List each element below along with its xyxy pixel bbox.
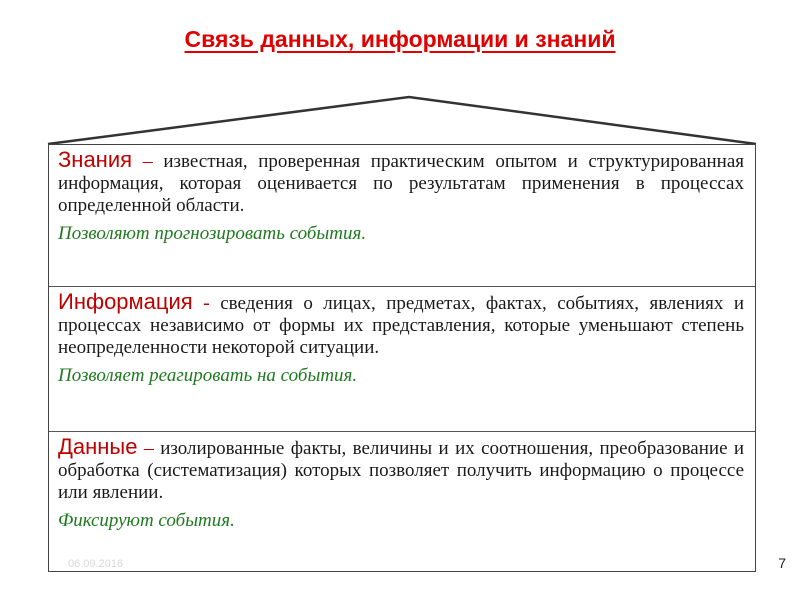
knowledge-term: Знания xyxy=(58,147,133,172)
section-information xyxy=(49,287,755,432)
footer-date: 06.09.2016 xyxy=(68,558,124,570)
house-diagram xyxy=(48,144,756,572)
slide-title: Связь данных, информации и знаний xyxy=(184,26,616,52)
information-definition-text: сведения о лицах, предметах, фактах, событиях, явлениях и процессах независимо от формы их представления, которые уменьшают степень неопределенности некоторой ситуации. xyxy=(58,293,745,358)
knowledge-role: Позволяют прогнозировать события. xyxy=(58,223,367,244)
information-definition xyxy=(58,291,744,359)
information-term: Информация xyxy=(58,289,193,314)
data-term: Данные xyxy=(58,434,138,459)
knowledge-definition-text: известная, проверенная практическим опытом и структурированная информация, которая оценивается по результатам применения в процессах определенной области. xyxy=(58,151,745,216)
section-data xyxy=(49,432,755,573)
data-definition-text: изолированные факты, величины и их соотношения, преобразование и обработка (систематизация) которых позволяет получить информацию о процессе или явлении. xyxy=(58,438,745,503)
data-role: Фиксируют события. xyxy=(58,510,235,531)
data-definition xyxy=(58,436,744,504)
knowledge-separator: – xyxy=(142,150,153,172)
data-separator: – xyxy=(143,437,154,459)
section-knowledge xyxy=(49,145,755,287)
knowledge-definition xyxy=(58,149,744,217)
information-role: Позволяет реагировать на события. xyxy=(58,365,358,386)
information-separator: - xyxy=(203,292,210,314)
page-number: 7 xyxy=(778,555,786,571)
